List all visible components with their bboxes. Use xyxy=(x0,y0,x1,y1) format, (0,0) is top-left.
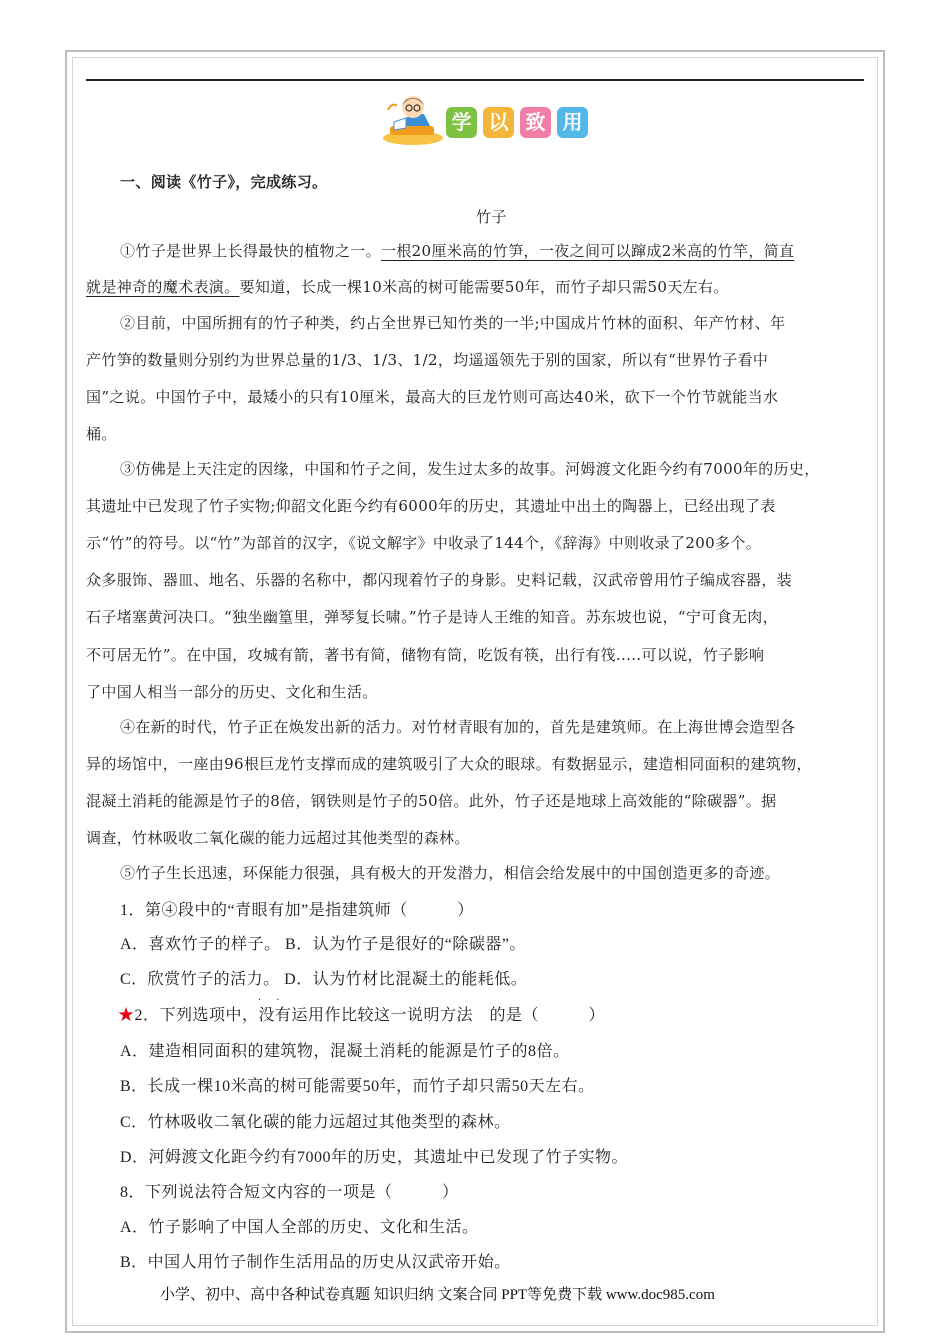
q1-options-cd: C．欣赏竹子的活力。 D．认为竹材比混凝土的能耗低。 xyxy=(120,971,528,988)
banner-char-3: 致 xyxy=(520,107,551,138)
banner-xue-yi-zhi-yong xyxy=(380,92,600,148)
p3-line-6: 不可居无竹”。在中国，攻城有箭，著书有简，储物有筒，吃饭有筷，出行有筏.....可以说，竹子影响 xyxy=(86,646,765,664)
p1-underline-1: 一根20厘米高的竹笋，一夜之间可以蹿成2米高的竹竿，简直 xyxy=(380,242,795,260)
q8-stem: 8．下列说法符合短文内容的一项是（ ） xyxy=(120,1184,459,1201)
p3-line-4: 众多服饰、器皿、地名、乐器的名称中，都闪现着竹子的身影。史料记载，汉武帝曾用竹子编成容器，装 xyxy=(86,571,793,589)
header-rule xyxy=(86,79,864,81)
q8-option-a: A．竹子影响了中国人全部的历史、文化和生活。 xyxy=(120,1219,479,1236)
q2-option-a: A．建造相同面积的建筑物，混凝土消耗的能源是竹子的8倍。 xyxy=(120,1043,570,1060)
p1-post: 要知道，长成一棵10米高的树可能需要50年，而竹子却只需50天左右。 xyxy=(239,278,729,296)
q1-stem: 1．第④段中的“青眼有加”是指建筑师（ ） xyxy=(120,902,474,919)
p1-line-2 xyxy=(86,276,729,297)
star-icon: ★ xyxy=(118,1007,135,1024)
q2-stem: 2．下列选项中，没有运用作比较这一说明方法 的是（ ） xyxy=(134,1007,606,1024)
banner-char-1: 学 xyxy=(446,107,477,138)
q8-option-b: B．中国人用竹子制作生活用品的历史从汉武帝开始。 xyxy=(120,1254,511,1271)
q2-option-c: C．竹林吸收二氧化碳的能力远超过其他类型的森林。 xyxy=(120,1114,511,1131)
p4-line-1: ④在新的时代，竹子正在焕发出新的活力。对竹材青眼有加的，首先是建筑师。在上海世博会造型各 xyxy=(120,718,796,736)
p1-underline-2: 就是神奇的魔术表演。 xyxy=(86,278,240,296)
p3-line-7: 了中国人相当一部分的历史、文化和生活。 xyxy=(86,683,378,701)
passage-title: 竹子 xyxy=(476,208,507,226)
emphasis-dots: · · xyxy=(258,995,286,1006)
q2-option-d: D．河姆渡文化距今约有7000年的历史，其遗址中已发现了竹子实物。 xyxy=(120,1149,629,1166)
p3-line-1: ③仿佛是上天注定的因缘，中国和竹子之间，发生过太多的故事。河姆渡文化距今约有7000年的历史， xyxy=(120,460,820,478)
q2-option-b: B．长成一棵10米高的树可能需要50年，而竹子却只需50天左右。 xyxy=(120,1078,595,1095)
q1-options-ab: A．喜欢竹子的样子。 B．认为竹子是很好的“除碳器”。 xyxy=(120,936,526,953)
p4-line-3: 混凝土消耗的能源是竹子的8倍，钢铁则是竹子的50倍。此外，竹子还是地球上高效能的“除碳器”。据 xyxy=(86,792,777,810)
p2-line-3: 国”之说。中国竹子中，最矮小的只有10厘米，最高大的巨龙竹则可高达40米，砍下一个竹节就能当水 xyxy=(86,388,779,406)
p2-line-4: 桶。 xyxy=(86,425,117,443)
p4-line-4: 调查，竹林吸收二氧化碳的能力远超过其他类型的森林。 xyxy=(86,829,470,847)
p2-line-2: 产竹笋的数量则分别约为世界总量的1/3、1/3、1/2，均遥遥领先于别的国家，所以有“世界竹子看中 xyxy=(86,351,769,369)
p1-line-1 xyxy=(120,240,794,261)
banner-char-2: 以 xyxy=(483,107,514,138)
p1-pre: 竹子是世界上长得最快的植物之一。 xyxy=(135,242,381,260)
p1-marker: ① xyxy=(120,242,136,260)
banner-char-4: 用 xyxy=(557,107,588,138)
section-heading: 一、阅读《竹子》，完成练习。 xyxy=(120,173,328,191)
p4-line-2: 异的场馆中，一座由96根巨龙竹支撑而成的建筑吸引了大众的眼球。有数据显示，建造相同面积的建筑物， xyxy=(86,755,812,773)
footer-text: 小学、初中、高中各种试卷真题 知识归纳 文案合同 PPT等免费下载 www.doc985.com xyxy=(160,1287,715,1303)
q2-stem-line xyxy=(118,1002,605,1025)
p5-line: ⑤竹子生长迅速，环保能力很强，具有极大的开发潜力，相信会给发展中的中国创造更多的奇迹。 xyxy=(120,864,781,882)
p3-line-3: 示“竹”的符号。以“竹”为部首的汉字，《说文解字》中收录了144个，《辞海》中则收录了200多个。 xyxy=(86,534,762,552)
p3-line-2: 其遗址中已发现了竹子实物;仰韶文化距今约有6000年的历史，其遗址中出土的陶器上，已经出现了表 xyxy=(86,497,776,515)
student-reading-icon xyxy=(380,92,444,148)
p2-line-1: ②目前，中国所拥有的竹子种类，约占全世界已知竹类的一半;中国成片竹林的面积、年产竹材、年 xyxy=(120,314,786,332)
p3-line-5: 石子堵塞黄河决口。“独坐幽篁里，弹琴复长啸。”竹子是诗人王维的知音。苏东坡也说，“宁可食无肉， xyxy=(86,608,778,626)
